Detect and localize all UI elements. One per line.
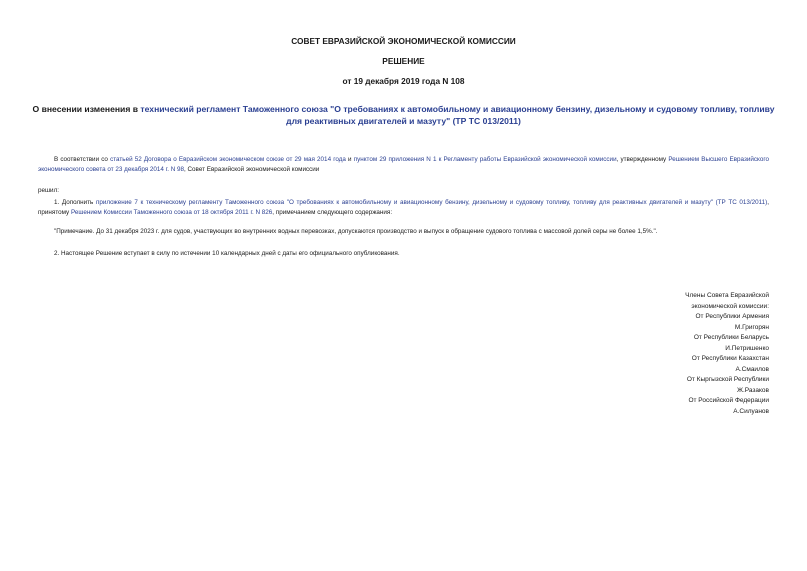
preamble-text-1: В соответствии со (54, 156, 111, 163)
document-type: РЕШЕНИЕ (382, 56, 425, 66)
signatory-kyrgyzstan: От Кыргызской Республики (686, 376, 769, 383)
signature-heading-line-1: Члены Совета Евразийской (685, 292, 769, 299)
signatory-armenia: От Республики Армения (695, 313, 769, 320)
treaty-article-link[interactable]: статьей 52 Договора о Евразийском экономическом союзе от 29 мая 2014 года (110, 156, 346, 163)
signatory-russia: От Российской Федерации (688, 397, 769, 404)
signatory-russia-name: А.Силуанов (733, 407, 769, 415)
signatory-belarus-name: И.Петришенко (725, 344, 769, 352)
regulations-annex-link[interactable]: пунктом 29 приложения N 1 к Регламенту работы Евразийской экономической комиссии (353, 156, 617, 163)
annex-7-link[interactable]: приложение 7 к техническому регламенту Таможенного союза "О требованиях к автомобильному и авиационному бензину, дизельному и судовому топливу, топливу для реактивных двигателей и мазуту" (ТР ТС 013/2011) (95, 199, 768, 206)
signatory-kazakhstan-name: А.Смаилов (735, 365, 769, 373)
preamble-paragraph (38, 155, 769, 175)
preamble-text-2: и (345, 156, 354, 163)
supreme-council-decision-link[interactable]: Решением Высшего Евразийского экономического совета от 23 декабря 2014 г. N 98 (38, 156, 770, 173)
signatory-kyrgyzstan-name: Ж.Разаков (736, 386, 769, 394)
document-title (30, 103, 777, 127)
item-2-paragraph: 2. Настоящее Решение вступает в силу по истечении 10 календарных дней с даты его официального опубликования. (54, 250, 400, 257)
signatory-belarus: От Республики Беларусь (693, 334, 769, 341)
resolved-label: решил: (38, 187, 59, 194)
signatory-armenia-name: М.Григорян (734, 323, 769, 331)
preamble-text-3: , утвержденному (616, 156, 669, 163)
customs-union-decision-link[interactable]: Решением Комиссии Таможенного союза от 18 октября 2011 г. N 826 (70, 209, 273, 216)
signatory-kazakhstan: От Республики Казахстан (691, 355, 769, 362)
item-1-text-3: , примечанием следующего содержания: (272, 209, 393, 216)
signature-heading-line-2: экономической комиссии: (691, 302, 769, 310)
note-paragraph: "Примечание. До 31 декабря 2023 г. для судов, участвующих во внутренних водных перевозках, допускаются производство и выпуск в обращение судового топлива с массовой долей серы не более 1,5%.". (54, 228, 658, 235)
document-date-number: от 19 декабря 2019 года N 108 (342, 76, 465, 86)
title-regulation-link[interactable]: технический регламент Таможенного союза "О требованиях к автомобильному и авиационному бензину, дизельному и судовому топливу, топливу для реактивных двигателей и мазуту" (ТР ТС 013/2011) (140, 104, 775, 126)
item-1-paragraph (38, 198, 769, 218)
signature-block (549, 291, 769, 417)
council-heading: СОВЕТ ЕВРАЗИЙСКОЙ ЭКОНОМИЧЕСКОЙ КОМИССИИ (291, 36, 516, 46)
preamble-text-4: , Совет Евразийской экономической комиссии (184, 166, 320, 173)
item-1-text-2: , принятому (38, 199, 770, 216)
item-1-text-1: 1. Дополнить (54, 199, 96, 206)
title-prefix: О внесении изменения в (32, 104, 141, 114)
